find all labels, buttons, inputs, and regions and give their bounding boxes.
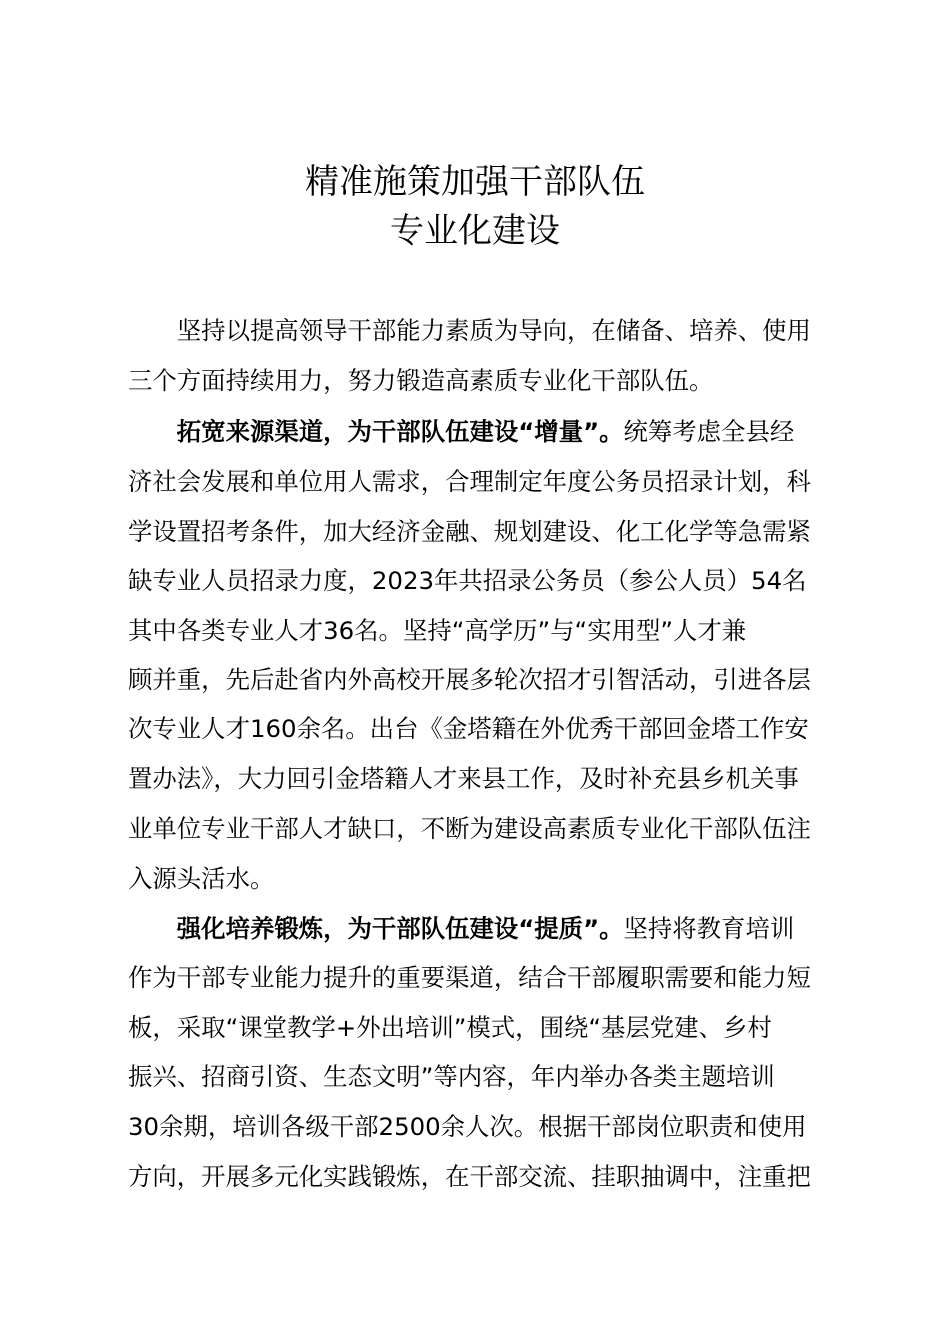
body-line bbox=[128, 1052, 844, 1102]
body-line bbox=[128, 1003, 844, 1053]
body-line bbox=[128, 804, 844, 854]
body-line bbox=[128, 1152, 844, 1202]
body-line bbox=[128, 356, 844, 406]
line-text: 缺专业人员招录力度，2023年共招录公务员（参公人员）54名 bbox=[128, 566, 807, 595]
line-text: 方向，开展多元化实践锻炼，在干部交流、挂职抽调中，注重把 bbox=[128, 1162, 811, 1191]
document-title-line-2: 专业化建设 bbox=[390, 211, 560, 251]
line-text: 学设置招考条件，加大经济金融、规划建设、化工化学等急需紧 bbox=[128, 517, 811, 546]
body-line bbox=[128, 556, 844, 606]
body-line bbox=[128, 606, 844, 656]
body-line bbox=[128, 704, 844, 754]
body-line bbox=[128, 953, 844, 1003]
line-text: 置办法》，大力回引金塔籍人才来县工作，及时补充县乡机关事 bbox=[128, 764, 799, 793]
line-text: 作为干部专业能力提升的重要渠道，结合干部履职需要和能力短 bbox=[128, 963, 811, 992]
line-text: 坚持以提高领导干部能力素质为导向，在储备、培养、使用 bbox=[128, 316, 811, 345]
line-text: 入源头活水。 bbox=[128, 864, 275, 893]
line-text: 济社会发展和单位用人需求，合理制定年度公务员招录计划，科 bbox=[128, 467, 811, 496]
line-text: 三个方面持续用力，努力锻造高素质专业化干部队伍。 bbox=[128, 366, 714, 395]
body-line bbox=[128, 754, 844, 804]
line-text: 业单位专业干部人才缺口，不断为建设高素质专业化干部队伍注 bbox=[128, 814, 811, 843]
line-text: 坚持将教育培训 bbox=[623, 914, 795, 943]
section-heading: 强化培养锻炼，为干部队伍建设“提质”。 bbox=[128, 914, 624, 943]
body-line bbox=[128, 904, 844, 954]
line-text: 30余期，培训各级干部2500余人次。根据干部岗位职责和使用 bbox=[128, 1112, 807, 1141]
body-line bbox=[128, 1102, 844, 1152]
section-heading: 拓宽来源渠道，为干部队伍建设“增量”。 bbox=[128, 417, 624, 446]
line-text: 统筹考虑全县经 bbox=[623, 417, 795, 446]
document-title-line-1: 精准施策加强干部队伍 bbox=[305, 162, 645, 202]
line-text: 板，采取“课堂教学+外出培训”模式，围绕“基层党建、乡村 bbox=[128, 1013, 772, 1042]
line-text: 其中各类专业人才36名。坚持“高学历”与“实用型”人才兼 bbox=[128, 616, 747, 645]
body-line bbox=[128, 507, 844, 557]
line-text: 振兴、招商引资、生态文明”等内容，年内举办各类主题培训 bbox=[128, 1062, 775, 1091]
body-line bbox=[128, 407, 844, 457]
body-line bbox=[128, 655, 844, 705]
line-text: 顾并重，先后赴省内外高校开展多轮次招才引智活动，引进各层 bbox=[128, 665, 811, 694]
body-line bbox=[128, 306, 844, 356]
line-text: 次专业人才160余名。出台《金塔籍在外优秀干部回金塔工作安 bbox=[128, 714, 809, 743]
body-line bbox=[128, 854, 844, 904]
body-line bbox=[128, 457, 844, 507]
